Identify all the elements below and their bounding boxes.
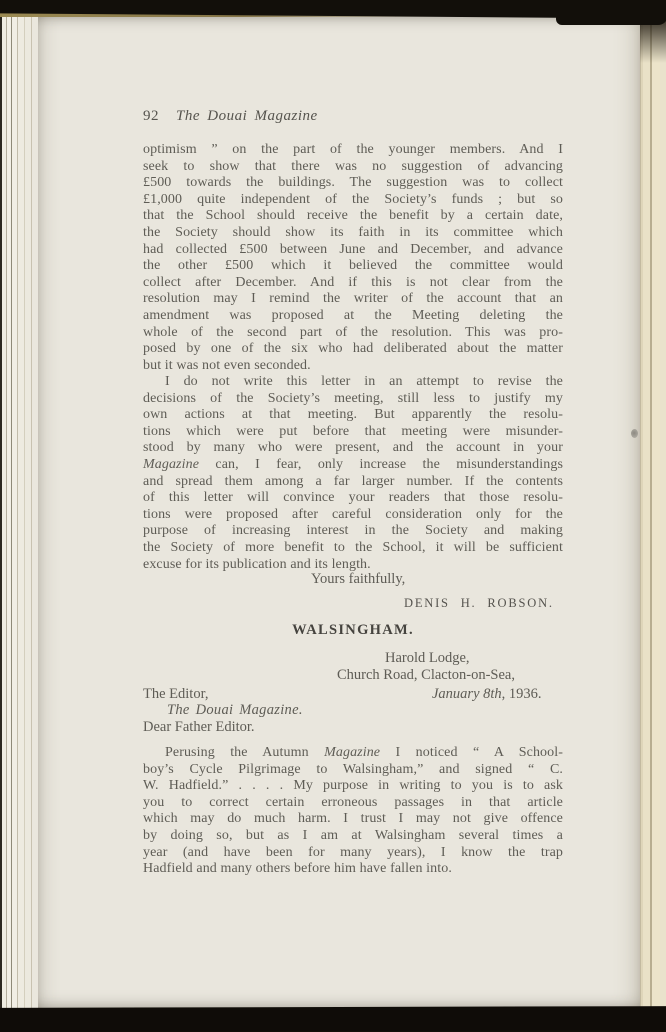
text-line <box>143 258 563 275</box>
text-line <box>143 225 563 242</box>
text-segment: own actions at that meeting. But apparently the resolu- <box>143 407 563 423</box>
text-segment: the Society of more benefit to the School, it will be sufficient <box>143 539 563 555</box>
text-line <box>143 325 563 342</box>
text-line <box>143 391 563 408</box>
text-segment: tions which were put before that meeting were misunder- <box>143 423 563 439</box>
section-heading-walsingham: WALSINGHAM. <box>292 622 414 638</box>
text-segment: £500 towards the buildings. The suggestion was to collect <box>143 175 563 191</box>
valediction: Yours faithfully, <box>311 571 406 587</box>
sender-address-line-1: Harold Lodge, <box>385 650 470 666</box>
salutation: Dear Father Editor. <box>143 719 255 735</box>
page-number: 92 <box>143 108 159 124</box>
text-line <box>143 828 563 845</box>
book-cover-top-edge-bump <box>556 12 666 25</box>
text-segment: you to correct certain erroneous passages in that article <box>143 794 563 810</box>
text-line <box>143 142 563 159</box>
text-line <box>143 291 563 308</box>
text-line <box>143 192 563 209</box>
text-line <box>143 523 563 540</box>
text-segment: year (and have been for many years), I know the trap <box>143 844 563 860</box>
book-cover-bottom-edge <box>0 1006 666 1032</box>
text-line <box>143 242 563 259</box>
text-segment: £1,000 quite independent of the Society’s funds ; but so <box>143 191 563 207</box>
text-line <box>143 424 563 441</box>
text-segment: whole of the second part of the resolution. This was pro- <box>143 324 563 340</box>
text-segment: boy’s Cycle Pilgrimage to Walsingham,” and signed “ C. <box>143 761 563 777</box>
text-segment: but it was not even seconded. <box>143 357 311 373</box>
text-segment: that the School should receive the benefit by a certain date, <box>143 208 563 224</box>
text-segment: the Society should show its faith in its committee which <box>143 224 563 240</box>
text-segment: by doing so, but as I am at Walsingham several times a <box>143 827 563 843</box>
text-segment: , 1936. <box>501 686 542 702</box>
text-segment: the other £500 which it believed the committee would <box>143 258 563 274</box>
italic-text-segment: Magazine <box>324 745 381 760</box>
text-segment: excuse for its publication and its length. <box>143 556 371 572</box>
text-line <box>143 745 563 762</box>
text-segment: Perusing the Autumn <box>165 745 325 760</box>
text-segment: Hadfield and many others before him have fallen into. <box>143 861 452 877</box>
text-segment: which may do much harm. I trust I may not give offence <box>143 811 563 827</box>
signature: DENIS H. ROBSON. <box>404 596 554 610</box>
recipient-publication: The Douai Magazine. <box>167 702 303 718</box>
text-line <box>143 440 563 457</box>
text-line <box>143 374 563 391</box>
text-line <box>143 341 563 358</box>
robson-letter-paragraph-2 <box>143 374 563 573</box>
text-segment: decisions of the Society’s meeting, still less to justify my <box>143 390 563 406</box>
text-segment: seek to show that there was no suggestion of advancing <box>143 158 563 174</box>
text-segment: can, I fear, only increase the misunderstandings <box>199 456 563 472</box>
text-segment: resolution may I remind the writer of the account that an <box>143 291 563 307</box>
text-line <box>143 275 563 292</box>
text-line <box>143 845 563 862</box>
text-line <box>143 507 563 524</box>
text-segment: I do not write this letter in an attempt to revise the <box>165 374 563 389</box>
text-line <box>143 407 563 424</box>
text-line <box>143 811 563 828</box>
text-line <box>143 175 563 192</box>
text-segment: had collected £500 between June and December, and advance <box>143 241 563 257</box>
text-line <box>143 795 563 812</box>
text-segment: optimism ” on the part of the younger members. And I <box>143 142 563 157</box>
text-line <box>143 474 563 491</box>
text-segment: posed by one of the six who had deliberated about the matter <box>143 341 563 357</box>
text-segment: amendment was proposed at the Meeting deleting the <box>143 307 563 323</box>
letter-date <box>432 686 542 703</box>
robson-letter-paragraph-1 <box>143 142 563 374</box>
running-header <box>143 108 318 125</box>
text-line <box>143 358 563 375</box>
text-segment: I noticed “ A School- <box>380 745 563 760</box>
text-segment: of this letter will convince your readers that those resolu- <box>143 490 563 506</box>
recipient-line: The Editor, <box>143 686 209 702</box>
italic-text-segment: January 8th <box>432 686 502 702</box>
page-stack-left-edge <box>0 13 38 1008</box>
text-segment: W. Hadfield.” . . . . My purpose in writing to you is to ask <box>143 778 563 794</box>
text-line <box>143 861 563 878</box>
text-segment: purpose of increasing interest in the Society and making <box>143 523 563 539</box>
text-segment: stood by many who were present, and the account in your <box>143 440 563 456</box>
text-segment: and spread them among a far larger number. If the contents <box>143 473 563 489</box>
text-line <box>143 308 563 325</box>
text-segment: collect after December. And if this is not clear from the <box>143 274 563 290</box>
text-line <box>143 490 563 507</box>
text-line <box>143 762 563 779</box>
italic-text-segment: Magazine <box>143 456 200 472</box>
text-line <box>143 159 563 176</box>
book-gutter-right <box>640 13 666 1008</box>
text-line <box>143 778 563 795</box>
sender-address-line-2: Church Road, Clacton-on-Sea, <box>337 667 515 683</box>
text-line <box>143 457 563 474</box>
scan-speck <box>631 429 638 438</box>
text-line <box>143 208 563 225</box>
walsingham-letter-paragraph-1 <box>143 745 563 878</box>
text-segment: tions were proposed after careful consideration only for the <box>143 506 563 522</box>
magazine-title: The Douai Magazine <box>176 108 318 124</box>
text-line <box>143 540 563 557</box>
